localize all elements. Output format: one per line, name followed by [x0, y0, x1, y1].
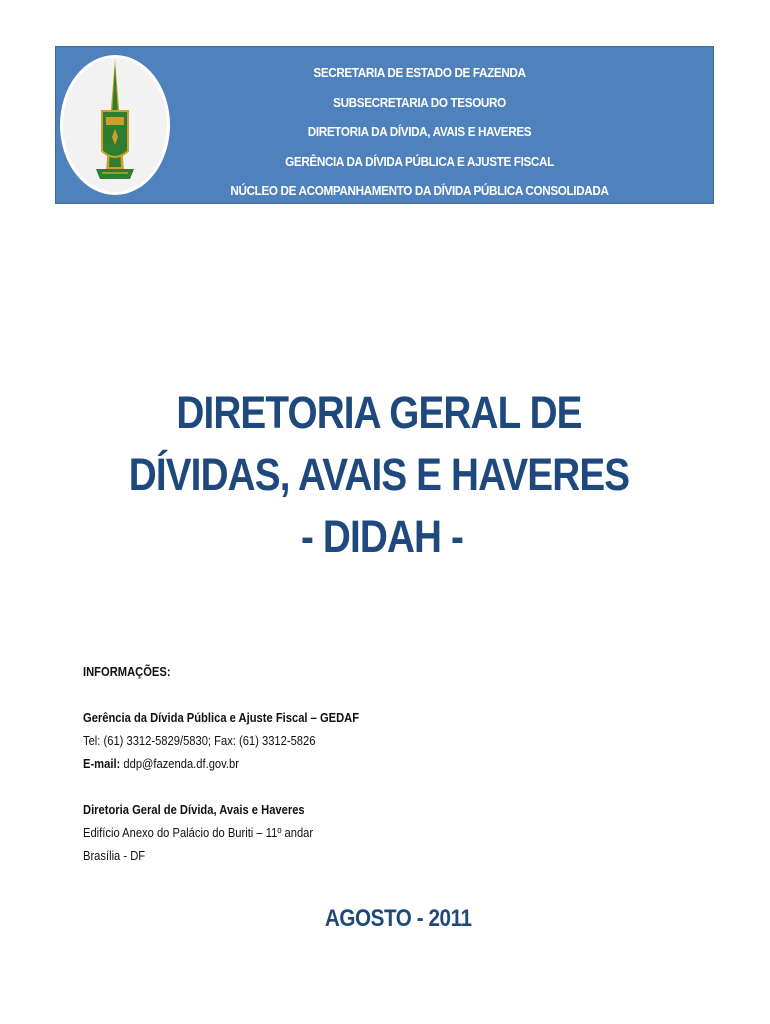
- email-row: [83, 752, 359, 775]
- header-banner: [55, 46, 714, 204]
- header-line-secretaria: SECRETARIA DE ESTADO DE FAZENDA: [313, 65, 526, 80]
- title-line-2: DÍVIDAS, AVAIS E HAVERES: [128, 449, 630, 500]
- didah-name: Diretoria Geral de Dívida, Avais e Haveres: [83, 802, 305, 817]
- contact-info: [83, 660, 359, 867]
- publication-date: [0, 905, 770, 933]
- info-heading: INFORMAÇÕES:: [83, 664, 171, 679]
- info-spacer-2: [83, 775, 359, 798]
- header-lines: [166, 58, 713, 206]
- title-line-1: DIRETORIA GERAL DE: [176, 387, 582, 438]
- info-spacer: [83, 683, 359, 706]
- email-value: ddp@fazenda.df.gov.br: [120, 756, 239, 771]
- email-label: E-mail:: [83, 756, 121, 771]
- address: Edifício Anexo do Palácio do Buriti – 11º andar: [83, 825, 314, 840]
- date-text: AGOSTO - 2011: [324, 905, 472, 932]
- city: Brasília - DF: [83, 848, 146, 863]
- title-line-acronym: - DIDAH -: [300, 511, 464, 562]
- header-line-gerencia: GERÊNCIA DA DÍVIDA PÚBLICA E AJUSTE FISCAL: [285, 153, 554, 169]
- page-title: [0, 382, 770, 568]
- header-line-diretoria: DIRETORIA DA DÍVIDA, AVAIS E HAVERES: [307, 124, 532, 139]
- header-line-nucleo: NÚCLEO DE ACOMPANHAMENTO DA DÍVIDA PÚBLICA CONSOLIDADA: [230, 183, 609, 198]
- header-line-subsecretaria: SUBSECRETARIA DO TESOURO: [333, 94, 506, 110]
- gedaf-name: Gerência da Dívida Pública e Ajuste Fiscal – GEDAF: [83, 710, 360, 725]
- gedaf-phone: Tel: (61) 3312-5829/5830; Fax: (61) 3312-5826: [83, 733, 316, 748]
